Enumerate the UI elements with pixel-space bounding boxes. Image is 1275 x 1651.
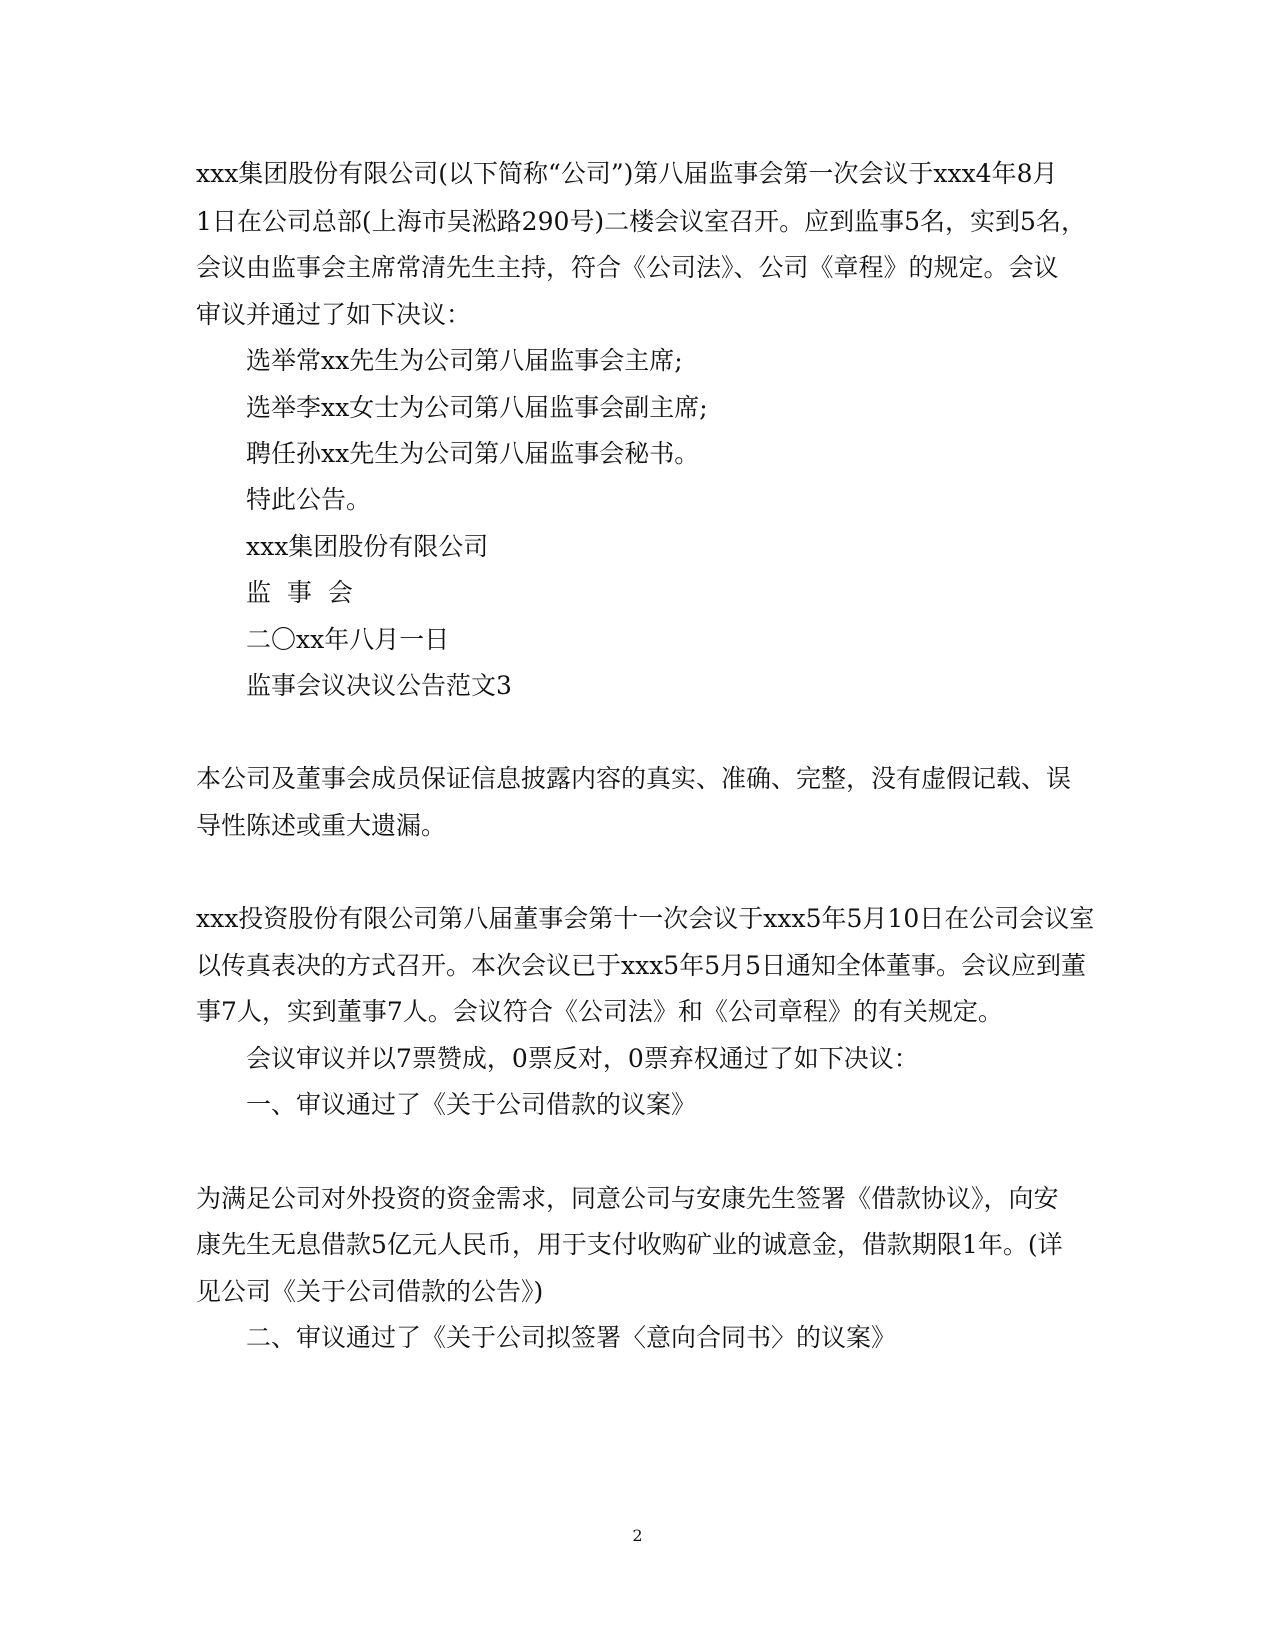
paragraph-1-line-1: xxx集团股份有限公司(以下简称“公司”)第八届监事会第一次会议于xxx4年8月	[196, 159, 1058, 188]
section-title: 监事会议决议公告范文3	[246, 671, 512, 700]
page-number: 2	[632, 1526, 643, 1545]
resolution-chairman: 选举常xx先生为公司第八届监事会主席;	[246, 346, 683, 375]
paragraph-1-line-2: 1日在公司总部(上海市吴淞路290号)二楼会议室召开。应到监事5名，实到5名，	[196, 207, 1086, 236]
disclosure-line-2: 导性陈述或重大遗漏。	[196, 811, 447, 840]
resolution-vice-chairman: 选举李xx女士为公司第八届监事会副主席;	[246, 393, 708, 422]
item-1-body-line-3: 见公司《关于公司借款的公告》)	[196, 1277, 544, 1306]
paragraph-1-line-3: 会议由监事会主席常清先生主持，符合《公司法》、公司《章程》的规定。会议	[196, 253, 1059, 282]
signature-company: xxx集团股份有限公司	[246, 532, 489, 561]
announcement-closing: 特此公告。	[246, 485, 372, 514]
signature-date: 二〇xx年八月一日	[246, 625, 450, 654]
item-1-heading: 一、审议通过了《关于公司借款的议案》	[246, 1090, 697, 1119]
meeting-line-3: 事7人，实到董事7人。会议符合《公司法》和《公司章程》的有关规定。	[196, 997, 1003, 1026]
item-1-body-line-2: 康先生无息借款5亿元人民币，用于支付收购矿业的诚意金，借款期限1年。(详	[196, 1230, 1063, 1259]
meeting-line-2: 以传真表决的方式召开。本次会议已于xxx5年5月5日通知全体董事。会议应到董	[196, 951, 1087, 980]
meeting-line-1: xxx投资股份有限公司第八届董事会第十一次会议于xxx5年5月10日在公司会议室	[196, 904, 1095, 933]
signature-board: 监 事 会	[246, 578, 353, 607]
vote-result: 会议审议并以7票赞成，0票反对，0票弃权通过了如下决议：	[246, 1044, 919, 1073]
item-2-heading: 二、审议通过了《关于公司拟签署〈意向合同书〉的议案》	[246, 1323, 897, 1352]
paragraph-1-line-4: 审议并通过了如下决议：	[196, 300, 472, 329]
resolution-secretary: 聘任孙xx先生为公司第八届监事会秘书。	[246, 439, 700, 468]
item-1-body-line-1: 为满足公司对外投资的资金需求，同意公司与安康先生签署《借款协议》，向安	[196, 1184, 1059, 1213]
disclosure-line-1: 本公司及董事会成员保证信息披露内容的真实、准确、完整，没有虚假记载、误	[196, 764, 1072, 793]
